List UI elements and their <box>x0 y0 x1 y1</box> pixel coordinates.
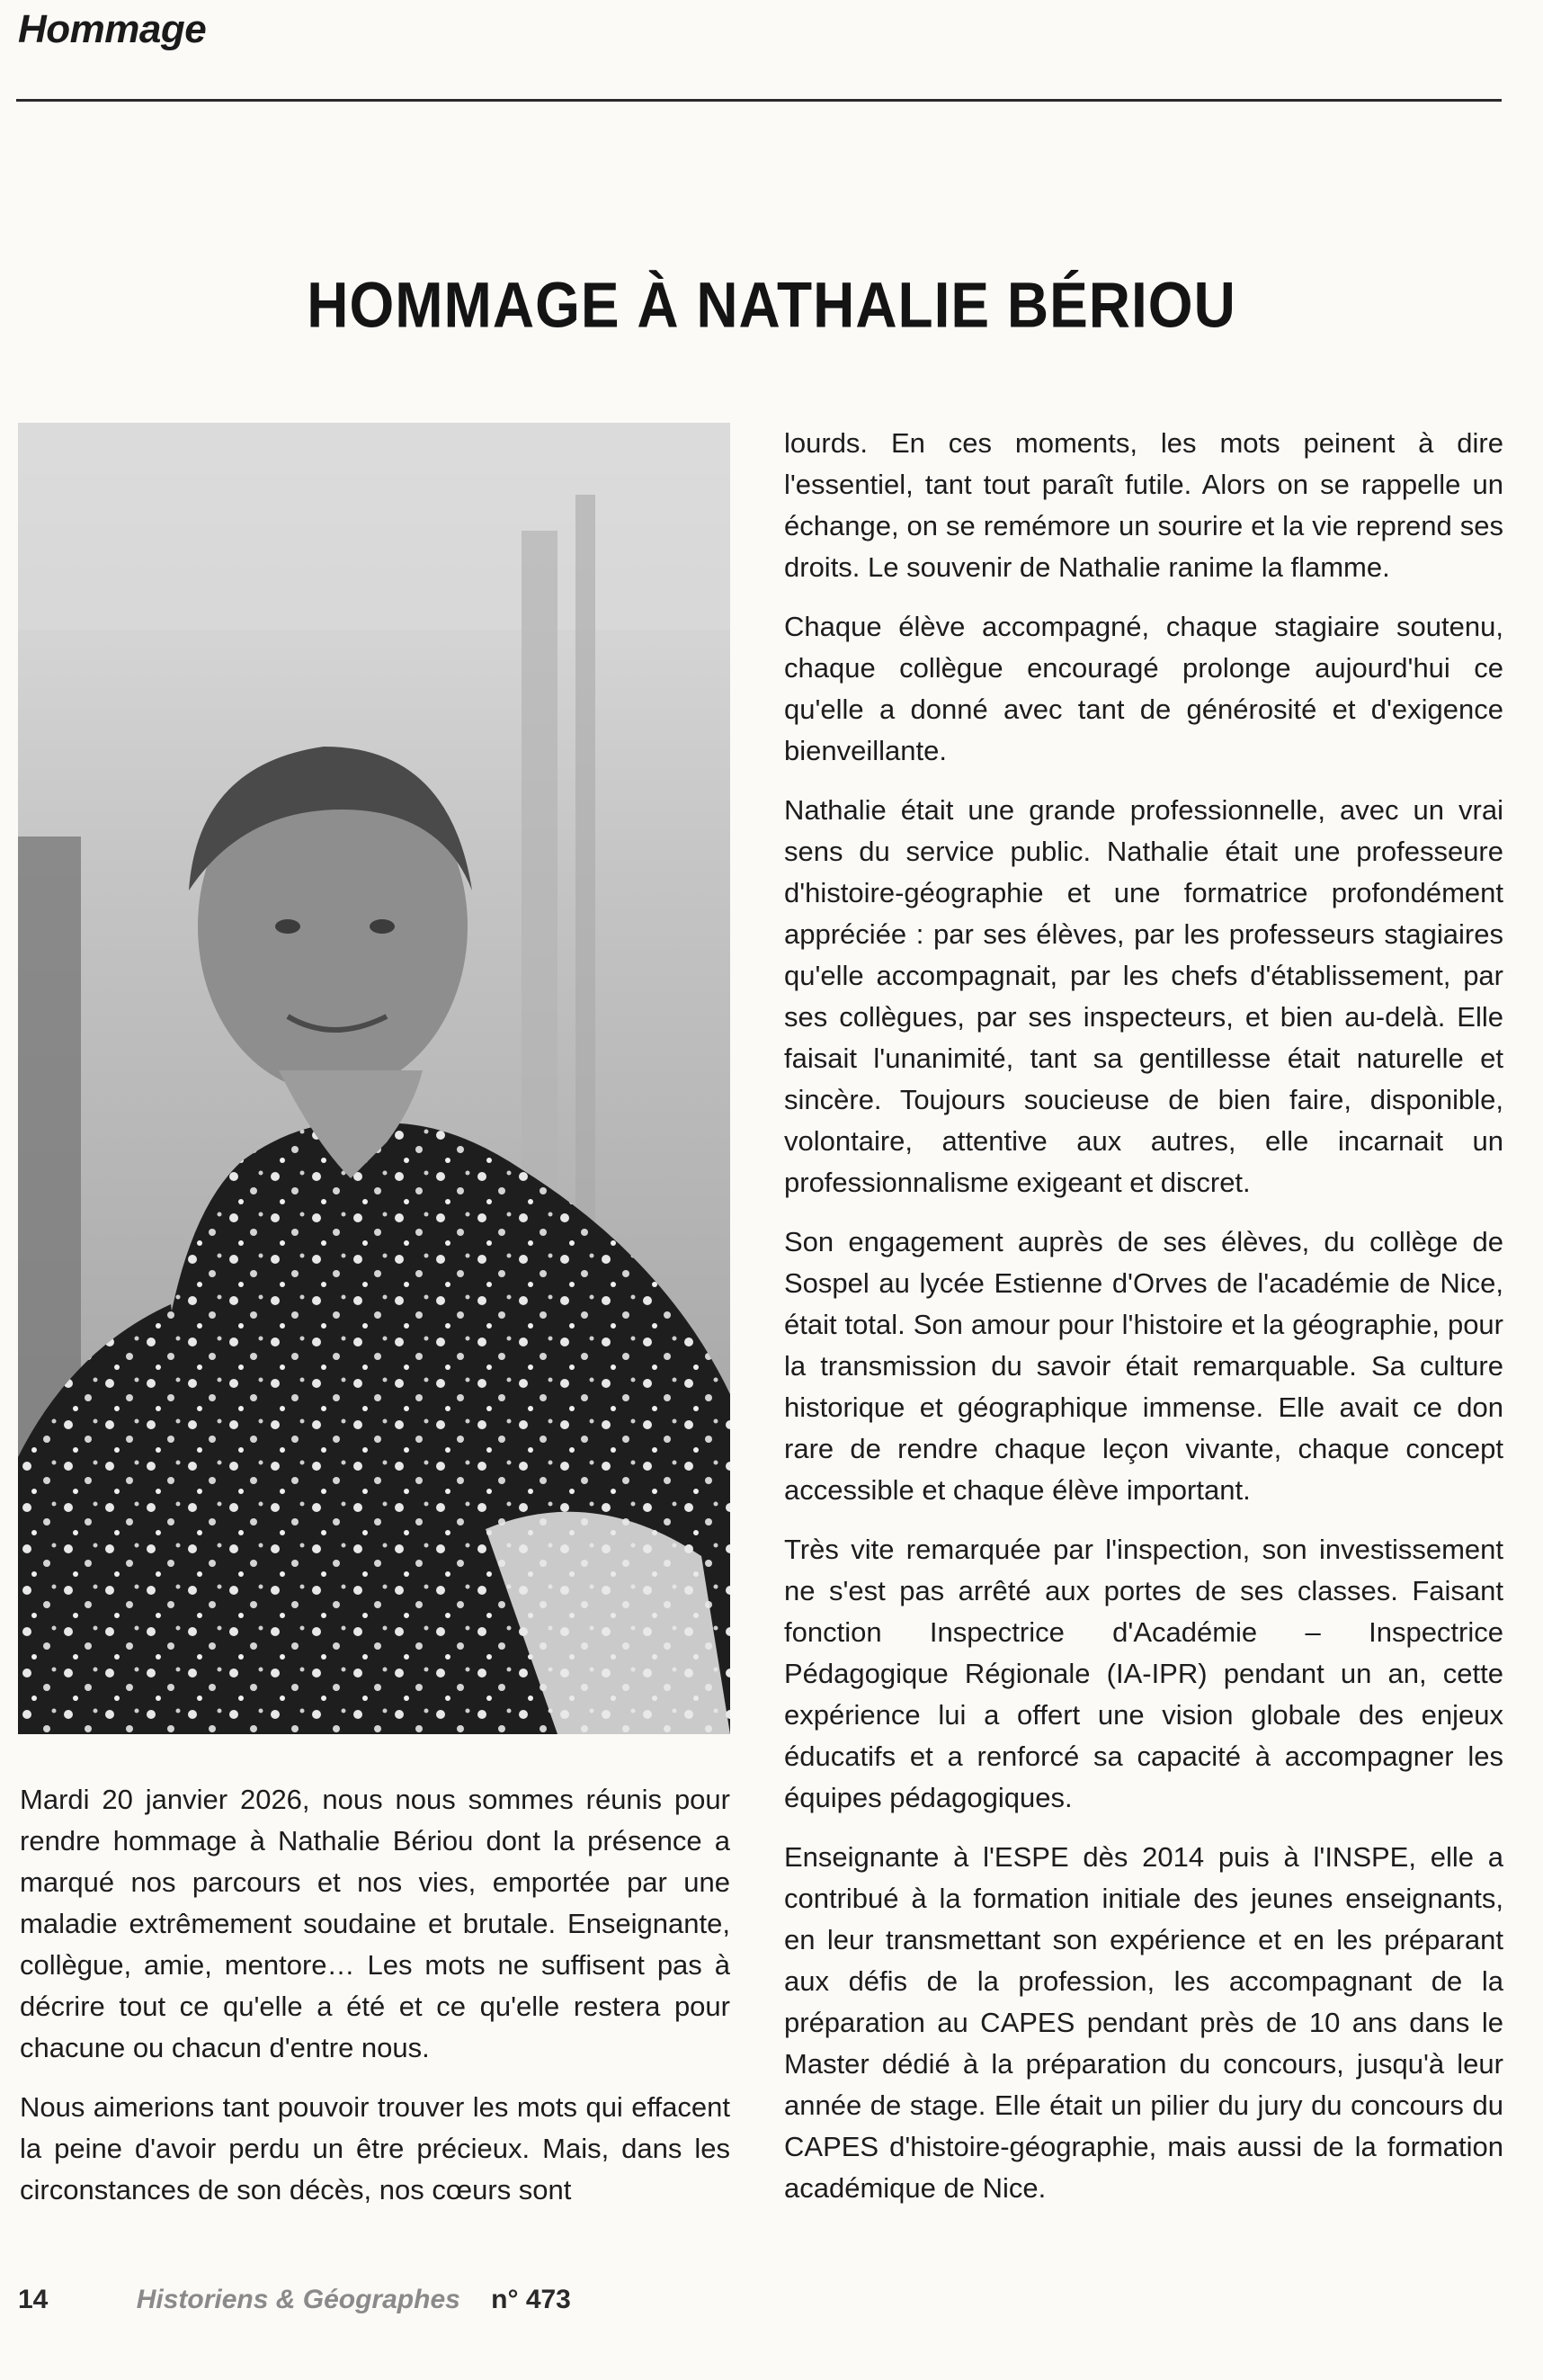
portrait-photo-icon <box>18 423 730 1734</box>
paragraph: lourds. En ces moments, les mots peinent à dire l'essentiel, tant tout paraît futile. Alors on se rappelle un échange, on se remémore un sourire et la vie reprend ses droits. Le souvenir de Nathalie ranime la flamme. <box>784 427 1503 583</box>
paragraph: Très vite remarquée par l'inspection, son investissement ne s'est pas arrêté aux portes de ses classes. Faisant fonction Inspectrice d'Académie – Inspectrice Pédagogique Régionale (IA-IPR) pendant un an, cette expérience lui a offert une vision globale des enjeux éducatifs et a renforcé sa capacité à accompagner les équipes pédagogiques. <box>784 1534 1503 1813</box>
issue-number: n° 473 <box>491 2285 571 2314</box>
portrait-photo <box>18 423 730 1734</box>
journal-name: Historiens & Géographes <box>136 2285 460 2314</box>
paragraph: Mardi 20 janvier 2026, nous nous sommes réunis pour rendre hommage à Nathalie Bériou dont la présence a marqué nos parcours et nos vies, emportée par une maladie extrêmement soudaine et brutale. Enseignante, collègue, amie, mentore… Les mots ne suffisent pas à décrire tout ce qu'elle a été et ce qu'elle restera pour chacune ou chacun d'entre nous. <box>20 1784 730 2063</box>
page-footer <box>18 2285 571 2315</box>
paragraph: Enseignante à l'ESPE dès 2014 puis à l'INSPE, elle a contribué à la formation initiale des jeunes enseignants, en leur transmettant son expérience et en les préparant aux défis de la profession, les accompagnant de la préparation au CAPES pendant près de 10 ans dans le Master dédié à la préparation du concours, jusqu'à leur année de stage. Elle était un pilier du jury du concours du CAPES d'histoire-géographie, mais aussi de la formation académique de Nice. <box>784 1841 1503 2204</box>
right-column <box>784 423 1503 2227</box>
paragraph: Son engagement auprès de ses élèves, du collège de Sospel au lycée Estienne d'Orves de l'académie de Nice, était total. Son amour pour l'histoire et la géographie, pour la transmission du savoir était remarquable. Sa culture historique et géographique immense. Elle avait ce don rare de rendre chaque leçon vivante, chaque concept accessible et chaque élève important. <box>784 1226 1503 1506</box>
article-title: HOMMAGE À NATHALIE BÉRIOU <box>307 268 1236 342</box>
paragraph: Chaque élève accompagné, chaque stagiaire soutenu, chaque collègue encouragé prolonge aujourd'hui ce qu'elle a donné avec tant de générosité et d'exigence bienveillante. <box>784 611 1503 766</box>
page-number: 14 <box>18 2285 49 2314</box>
paragraph: Nathalie était une grande professionnelle, avec un vrai sens du service public. Nathalie était une professeure d'histoire-géographie et une formatrice profondément appréciée : par ses élèves, par les professeurs stagiaires qu'elle accompagnait, par les chefs d'établissement, par ses collègues, par ses inspecteurs, et bien au-delà. Elle faisait l'unanimité, tant sa gentillesse était naturelle et sincère. Toujours soucieuse de bien faire, disponible, volontaire, attentive aux autres, elle incarnait un professionnalisme exigeant et discret. <box>784 794 1503 1198</box>
paragraph: Nous aimerions tant pouvoir trouver les mots qui effacent la peine d'avoir perdu un être précieux. Mais, dans les circonstances de son décès, nos cœurs sont <box>20 2091 730 2206</box>
section-label: Hommage <box>18 7 207 51</box>
left-column <box>20 1779 730 2229</box>
header-rule <box>16 99 1502 102</box>
